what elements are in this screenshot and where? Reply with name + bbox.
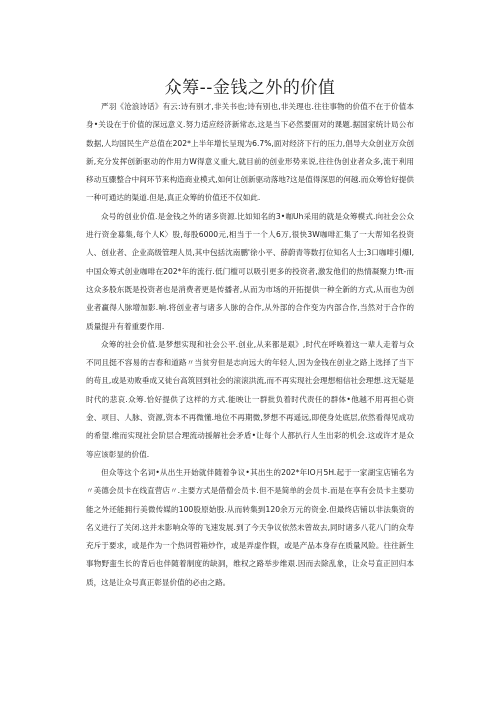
document-title: 众筹--金钱之外的价值 [164, 78, 336, 99]
paragraph: 众号的创业价值.是金钱之外的诸多资源.比如知名的3•咖Uh采用的就是众筹模式.向社会公众进行资金募集,每个人K〉股,每股6000元,相当于一个人6万,很快3W咖啡汇集了一大帮知名投资人、创业者、企业高级管理人员,其中包括沈南鹏'徐小平、薛蔚青等数打位知名人士;3口咖啡引爆I,中国众筹式创业咖啡在202*年的流行.低门槛可以吸引更多的投资者,激发他们的热情凝聚力!ft-而这众多股东既是投资者也是消费者更是传播者,从而为市场的开拓提供一种全新的方式,从而也为创业者赢得人脉增加影.响.将创业者与诸多人脉的合作,从外部的合作变为内部合作,当然对于合作的质量提升有着重要作用. [86, 211, 414, 331]
paragraph: 严羽《沧浪诗话》有云:诗有别才,非关书也;诗有别也,非关理也.往往事物的价值不在于价值本身•关设在于价值的深远意义.努力适应经济新常态,这是当下必然要面对的课题.据国家统计局公布数据,人均国民生产总值在202*上半年增长呈现为6.7%,面对经济下行的压力,倡导大众创业万众创新,充分发挥创新驱动的作用力W得意义重大,就目前的创业形势来说,往往伪创业者众多,流于利用移动互骤整合中间环节来构造商业模式,如何让创新驱动落地?这是值得深思的何越.而众筹恰好提供一种可通达的渠道.但是,真正众筹的价值还不仅如此. [86, 102, 414, 203]
paragraph: 众筹的社会价值.是梦想实现和社会公平.创业,从来都是艰》,时代在呼唤着这一辈人走着与众不同且挺不容易的吉春和道路〃当贫穷但是志向远大的年轻人,因为金钱在创业之路上选择了当下的苟且,或是劝败垂成又徒台高筑回到社会的滚滚洪流,而不再实现社会理想相信社会理想.这无疑是时代的悲哀.众筹.恰好提供了这样的方式.能映让一群批负着时代责任的群体•他越不用再担心资金、项目、人脉、资源,资本不再微懂.地位不再期微,梦想不再遥远,即使身处底层,依然看得见成功的希望.维而实现社会阶层合理流动援解社会矛盾•让每个人都扒行人生出彩的机会.这或许才是众等应该彰显的价值. [86, 339, 414, 459]
document-body [86, 98, 414, 592]
paragraph: 但众等这个名词•从出生开始就伴随着争议•其出生的202*年IO月5H.起于一家湖宝店铺名为〃美德会员卡在线直营店〃.主要方式是借僧会员卡.但不是简单的会员卡.而是在享有会员卡主要功能之外还能拥行美微传媒的100股原始股.从而转集到120余万元的资金.但最终店铺以非法集资的名义进行了关闭.这并未影响众等的飞速发展.到了今天争议依然未曾故去,同时诸多八花八门的众寿充斥于要求，或是作为一个热词哲箱炒作，或是弄虚作假，或是产品本身存在质量风险。往往新生事物野蛮生长的背后也伴随着制度的缺洞，维权之路举步维艰.因而去除乱象，让众号直正回归本质，这是让众号真正彰显价值的必由之路。 [86, 467, 414, 587]
